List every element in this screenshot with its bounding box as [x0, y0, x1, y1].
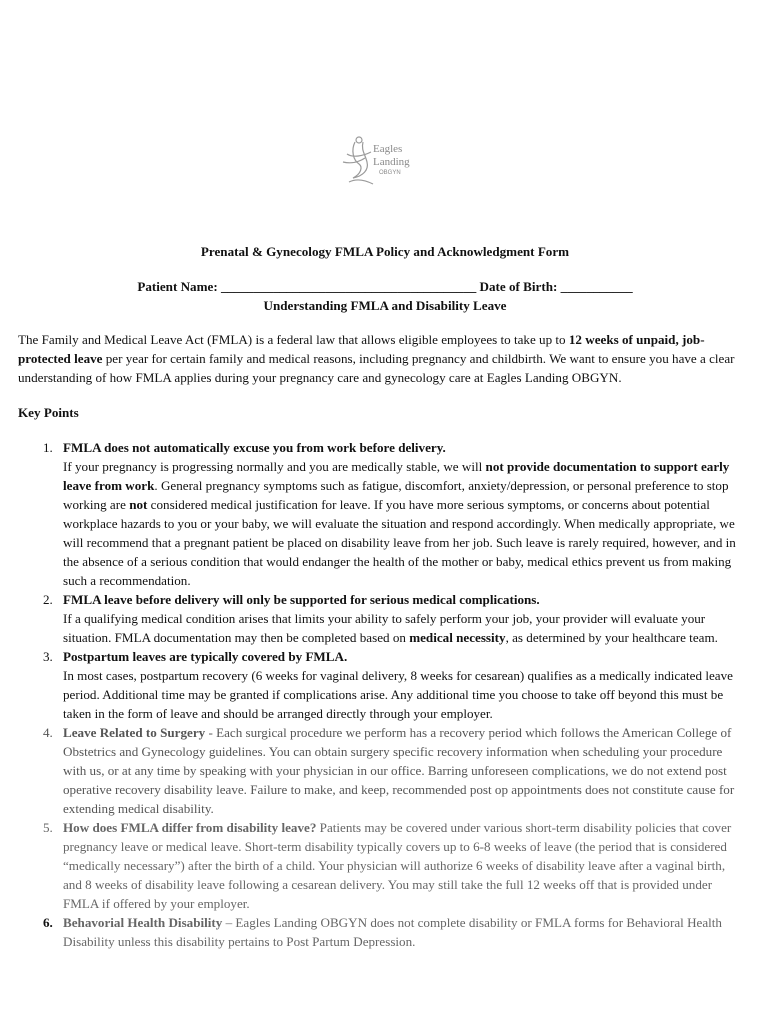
list-number: 3. [43, 649, 53, 664]
list-item: 6. Behavorial Health Disability – Eagles Landing OBGYN does not complete disability or FMLA forms for Behavioral Health Disability unless this disability pertains to Post Partum Depression. [43, 915, 722, 949]
item-heading: Leave Related to Surgery [63, 725, 206, 740]
list-item: 3. Postpartum leaves are typically covered by FMLA. In most cases, postpartum recovery (6 weeks for vaginal delivery, 8 weeks for cesarean) qualifies as a medically indicated leave period. Additional time may be granted if complications arise. Any additional time you choose to take off beyond this must be taken in the form of leave and should be arranged directly through your employer. [43, 649, 733, 721]
logo-text-line1: Eagles [373, 143, 403, 155]
list-number: 1. [43, 440, 53, 455]
section-subtitle: Understanding FMLA and Disability Leave [263, 298, 507, 313]
key-points-list [18, 438, 746, 951]
list-item: 2. FMLA leave before delivery will only be supported for serious medical complications. If a qualifying medical condition arises that limits your ability to safely perform your job, your provider will evaluate your situation. FMLA documentation may then be completed based on medical necessity, as determined by your healthcare team. [43, 592, 718, 645]
item-heading: FMLA does not automatically excuse you from work before delivery. [63, 440, 446, 455]
list-number: 2. [43, 592, 53, 607]
list-number: 4. [43, 725, 53, 740]
intro-paragraph: The Family and Medical Leave Act (FMLA) is a federal law that allows eligible employees to take up to 12 weeks of unpaid, job-protected leave per year for certain family and medical reasons, including pregnancy and childbirth. We want to ensure you have a clear understanding of how FMLA applies during your pregnancy care and gynecology care at Eagles Landing OBGYN. [18, 332, 735, 385]
logo-text-line3: OBGYN [379, 170, 401, 176]
list-number: 6. [43, 915, 53, 930]
item-heading: Behavorial Health Disability [63, 915, 223, 930]
logo-graphic-icon [333, 132, 433, 192]
item-heading: How does FMLA differ from disability leave? [63, 820, 320, 835]
logo-text-line2: Landing [373, 156, 410, 168]
list-number: 5. [43, 820, 53, 835]
patient-name-dob-line: Patient Name: _______________________________________ Date of Birth: ___________ [137, 279, 633, 294]
item-heading: Postpartum leaves are typically covered by FMLA. [63, 649, 348, 664]
list-item: 5. How does FMLA differ from disability leave? Patients may be covered under various short-term disability policies that cover pregnancy leave or medical leave. Short-term disability typically covers up to 6-8 weeks of leave (the period that is considered “medically necessary”) after the birth of a child. Your physician will authorize 6 weeks of disability leave after a vaginal birth, and 8 weeks of disability leave following a cesarean delivery. You may still take the full 12 weeks off that is provided under FMLA if offered by your employer. [43, 820, 732, 911]
list-item: 4. Leave Related to Surgery - Each surgical procedure we perform has a recovery period which follows the American College of Obstetrics and Gynecology guidelines. You can obtain surgery specific recovery information when scheduling your procedure with us, or at any time by speaking with your physician in our office. Barring unforeseen complications, we do not extend post operative recovery disability leave. Failure to make, and keep, recommended post op appointments does not constitute cause for extending medical disability. [43, 725, 735, 816]
form-title: Prenatal & Gynecology FMLA Policy and Acknowledgment Form [200, 244, 570, 259]
list-item: 1. FMLA does not automatically excuse you from work before delivery. If your pregnancy is progressing normally and you are medically stable, we will not provide documentation to support early leave from work. General pregnancy symptoms such as fatigue, discomfort, anxiety/depression, or personal preference to stop working are not considered medical justification for leave. If you have more serious symptoms, or concerns about potential workplace hazards to you or your baby, we will evaluate the situation and respond accordingly. When medically appropriate, we will recommend that a pregnant patient be placed on disability leave from her job. Such leave is rarely required, however, and in the absence of a serious condition that would endanger the health of the mother or baby, medical ethics prevent us from making such a recommendation. [43, 440, 736, 588]
eagles-landing-logo [333, 132, 433, 192]
key-points-heading: Key Points [18, 405, 79, 420]
item-heading: FMLA leave before delivery will only be supported for serious medical complications. [63, 592, 540, 607]
